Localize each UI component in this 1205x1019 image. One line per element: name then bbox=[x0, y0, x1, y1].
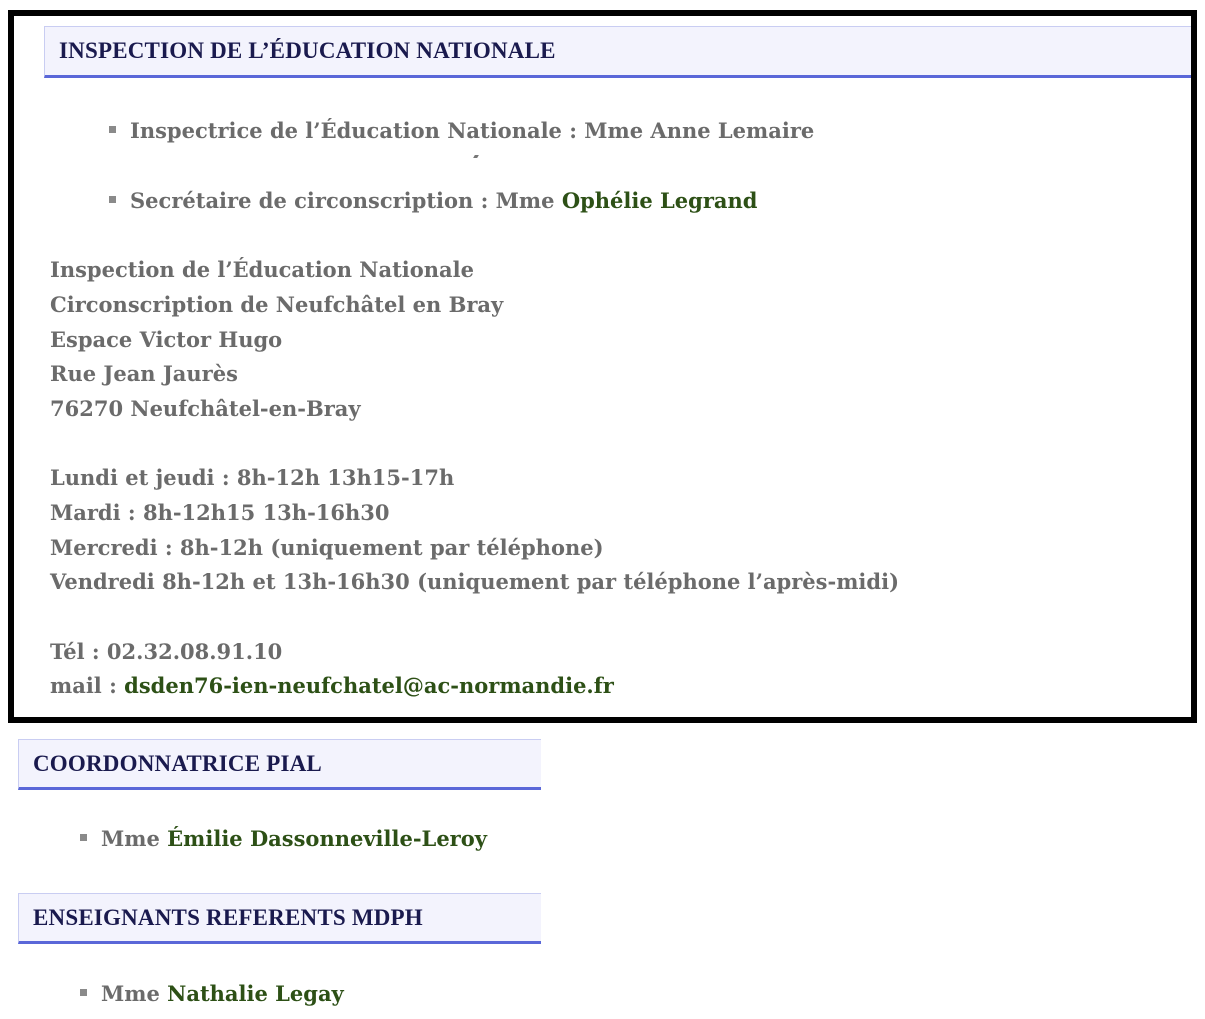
hours-line-3: Mercredi : 8h-12h (uniquement par téléphone) bbox=[50, 535, 604, 560]
ien-heading: INSPECTION DE L’ÉDUCATION NATIONALE bbox=[59, 38, 556, 63]
telephone: Tél : 02.32.08.91.10 bbox=[50, 639, 283, 664]
secretaire-item bbox=[109, 188, 757, 213]
pial-heading-bar bbox=[18, 739, 541, 790]
address-line-2: Circonscription de Neufchâtel en Bray bbox=[50, 292, 504, 317]
inspectrice-item bbox=[109, 118, 814, 143]
bullet-square-icon bbox=[109, 126, 116, 133]
mdph-item bbox=[80, 981, 344, 1006]
mail-label: mail : bbox=[50, 673, 125, 698]
secretaire-name-link[interactable]: Ophélie Legrand bbox=[561, 188, 758, 213]
mail-line bbox=[50, 673, 614, 698]
hours-line-2: Mardi : 8h-12h15 13h-16h30 bbox=[50, 500, 390, 525]
address-line-1: Inspection de l’Éducation Nationale bbox=[50, 257, 474, 282]
address-line-5: 76270 Neufchâtel-en-Bray bbox=[50, 396, 361, 421]
ien-heading-bar bbox=[44, 26, 1197, 78]
pial-name-link[interactable]: Émilie Dassonneville-Leroy bbox=[167, 826, 487, 851]
mail-link[interactable]: dsden76-ien-neufchatel@ac-normandie.fr bbox=[124, 673, 614, 698]
address-line-4: Rue Jean Jaurès bbox=[50, 361, 238, 386]
hours-line-1: Lundi et jeudi : 8h-12h 13h15-17h bbox=[50, 465, 455, 490]
mdph-prefix: Mme bbox=[101, 981, 168, 1006]
mdph-heading-bar bbox=[18, 893, 541, 944]
bullet-square-icon bbox=[109, 196, 116, 203]
bullet-square-icon bbox=[80, 834, 87, 841]
ien-highlight-frame bbox=[8, 10, 1197, 723]
inspectrice-label: Inspectrice de l’Éducation Nationale : Mme Anne Lemaire bbox=[130, 118, 815, 143]
pial-prefix: Mme bbox=[101, 826, 168, 851]
secretaire-label: Secrétaire de circonscription : Mme bbox=[130, 188, 562, 213]
pial-heading: COORDONNATRICE PIAL bbox=[33, 750, 322, 776]
pial-item bbox=[80, 826, 487, 851]
hours-line-4: Vendredi 8h-12h et 13h-16h30 (uniquement par téléphone l’après-midi) bbox=[50, 569, 900, 594]
bullet-square-icon bbox=[80, 989, 87, 996]
mdph-heading: ENSEIGNANTS REFERENTS MDPH bbox=[33, 904, 423, 930]
stray-accent-mark bbox=[473, 155, 479, 158]
mdph-name-link[interactable]: Nathalie Legay bbox=[167, 981, 344, 1006]
address-line-3: Espace Victor Hugo bbox=[50, 327, 283, 352]
